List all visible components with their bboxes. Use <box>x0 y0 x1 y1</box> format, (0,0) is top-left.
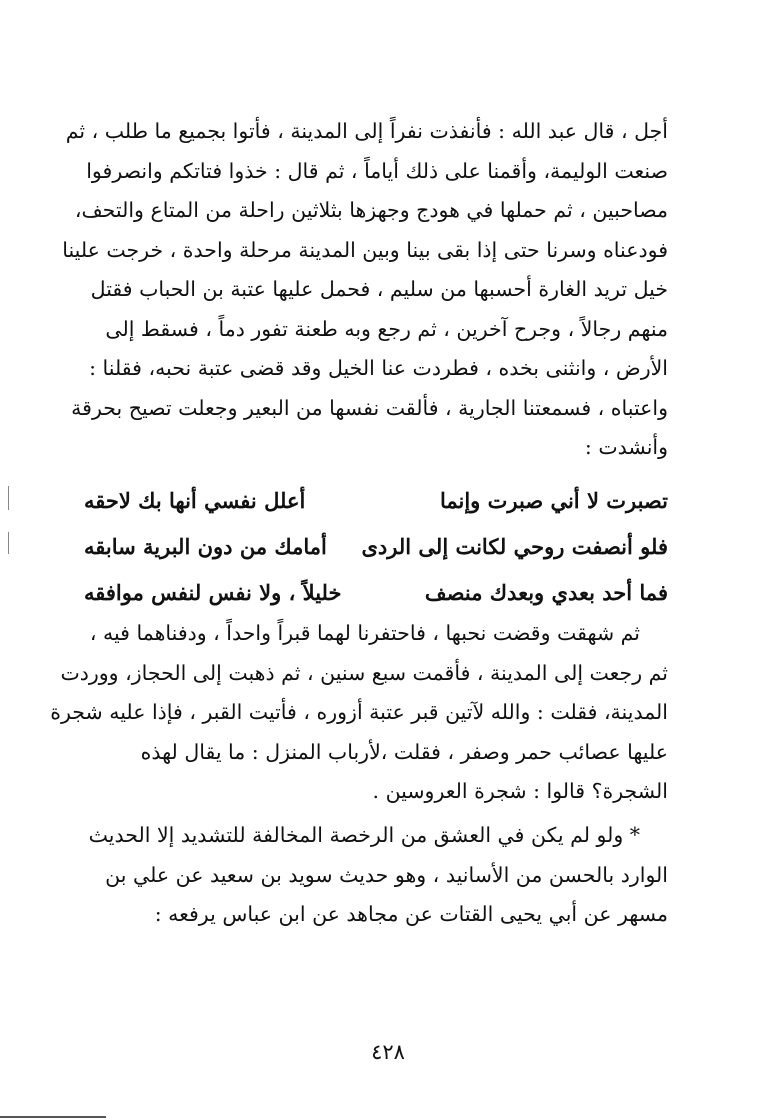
verse-second-hemistich: أعلل نفسي أنها بك لاحقه <box>84 488 306 513</box>
verse-first-hemistich: تصبرت لا أني صبرت وإنما <box>439 488 668 513</box>
verse-second-hemistich: خليلاً ، ولا نفس لنفس موافقه <box>84 580 342 605</box>
poem-verse <box>84 524 668 570</box>
text-line: ثم شهقت وقضت نحبها ، فاحتفرنا لهما قبراً واحداً ، ودفناهما فيه ، <box>89 621 640 645</box>
verse-first-hemistich: فلو أنصفت روحي لكانت إلى الردى <box>361 534 668 559</box>
poem <box>84 478 668 616</box>
verse-first-hemistich: فما أحد بعدي وبعدك منصف <box>424 580 668 605</box>
text-line: الأرض ، وانثنى بخده ، فطردت عنا الخيل وقد قضى عتبة نحبه، فقلنا : <box>89 356 668 380</box>
page-number: ٤٢٨ <box>371 1040 405 1064</box>
paragraph-3 <box>84 816 668 935</box>
text-line: الوارد بالحسن من الأسانيد ، وهو حديث سويد بن سعيد عن علي بن <box>105 862 668 887</box>
text-line: وأنشدت : <box>584 435 668 459</box>
text-line: أجل ، قال عبد الله : فأنفذت نفراً إلى المدينة ، فأتوا بجميع ما طلب ، ثم <box>65 119 668 143</box>
bottom-rule <box>0 1116 106 1118</box>
paragraph-2 <box>50 614 668 812</box>
text-line: * ولو لم يكن في العشق من الرخصة المخالفة للتشديد إلا الحديث <box>88 823 640 847</box>
margin-mark <box>8 486 9 510</box>
poem-verse <box>84 570 668 616</box>
text-line: صنعت الوليمة، وأقمنا على ذلك أياماً ، ثم قال : خذوا فتاتكم وانصرفوا <box>86 158 668 183</box>
text-line: فودعناه وسرنا حتى إذا بقى بينا وبين المدينة مرحلة واحدة ، خرجت علينا <box>62 237 668 262</box>
text-line: الشجرة؟ قالوا : شجرة العروسين . <box>372 779 668 803</box>
text-line: واعتباه ، فسمعتنا الجارية ، فألقت نفسها من البعير وجعلت تصيح بحرقة <box>71 395 668 420</box>
text-line: مسهر عن أبي يحيى القتات عن مجاهد عن ابن عباس يرفعه : <box>154 902 668 926</box>
margin-mark <box>8 532 9 554</box>
text-line: خيل تريد الغارة أحسبها من سليم ، فحمل عليها عتبة بن الحباب فقتل <box>90 277 668 301</box>
text-line: منهم رجالاً ، وجرح آخرين ، ثم رجع وبه طعنة تفور دماً ، فسقط إلى <box>105 316 668 341</box>
text-line: ثم رجعت إلى المدينة ، فأقمت سبع سنين ، ثم ذهبت إلى الحجاز، ووردت <box>60 660 668 685</box>
text-line: المدينة، فقلت : والله لآتين قبر عتبة أزوره ، فأتيت القبر ، فإذا عليه شجرة <box>50 700 668 724</box>
poem-verse <box>84 478 668 524</box>
verse-second-hemistich: أمامك من دون البرية سابقه <box>84 534 327 559</box>
text-line: عليها عصائب حمر وصفر ، فقلت ،لأرباب المنزل : ما يقال لهذه <box>140 739 668 764</box>
paragraph-1 <box>62 112 668 468</box>
text-line: مصاحبين ، ثم حملها في هودج وجهزها بثلاثين راحلة من المتاع والتحف، <box>74 198 668 222</box>
